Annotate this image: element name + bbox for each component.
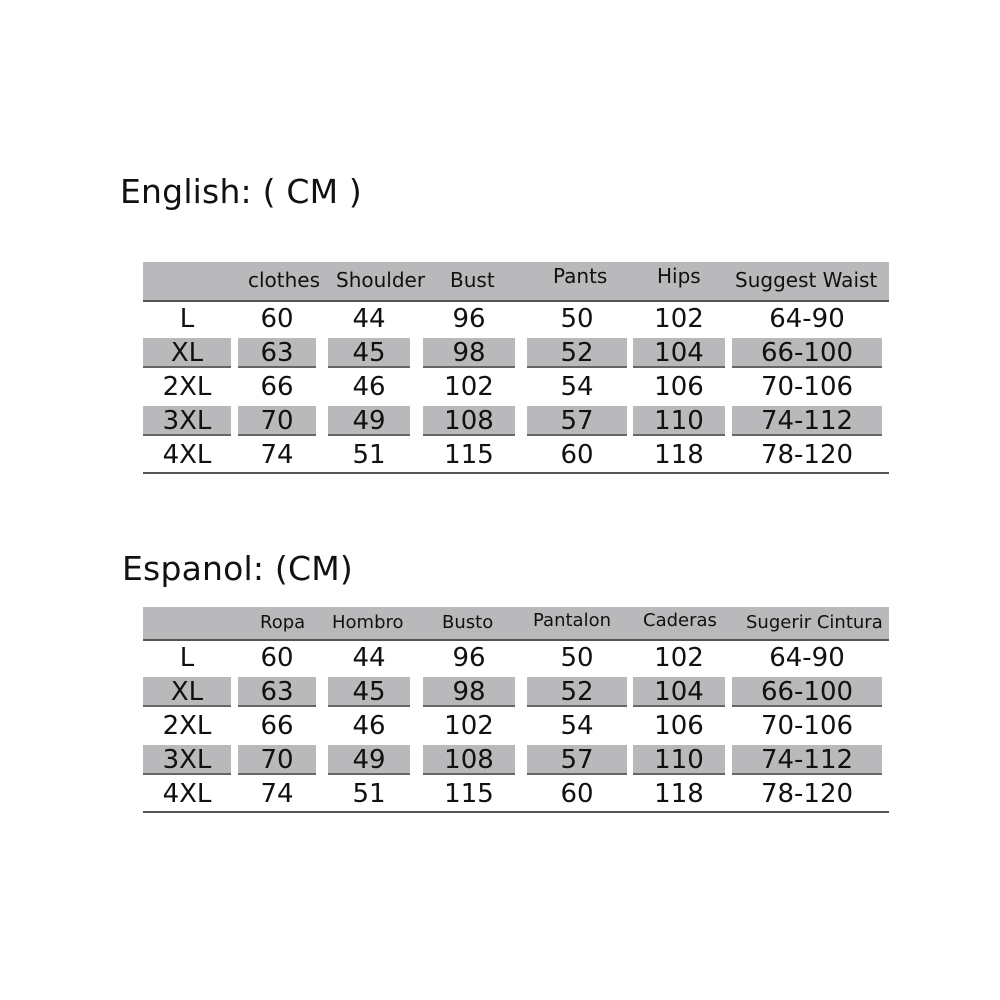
size-label-cell: 4XL (162, 779, 212, 809)
measurement-cell: 104 (633, 677, 725, 707)
table-header-row (143, 262, 889, 302)
header-cell: Sugerir Cintura (746, 612, 883, 633)
table-row (143, 641, 889, 675)
measurement-cell: 46 (352, 372, 386, 402)
measurement-cell: 51 (352, 440, 386, 470)
table-row (143, 743, 889, 777)
measurement-cell: 115 (444, 440, 494, 470)
size-label-cell: 3XL (143, 406, 231, 436)
header-cell: Busto (442, 612, 494, 633)
table-header-row (143, 607, 889, 641)
size-label-cell: L (179, 643, 195, 673)
measurement-cell: 54 (560, 711, 594, 741)
measurement-cell: 44 (352, 643, 386, 673)
size-label-cell: L (179, 304, 195, 334)
measurement-cell: 74-112 (732, 745, 882, 775)
measurement-cell: 66 (260, 711, 294, 741)
measurement-cell: 70 (238, 745, 316, 775)
header-cell: clothes (248, 268, 321, 292)
measurement-cell: 70-106 (760, 372, 854, 402)
measurement-cell: 46 (352, 711, 386, 741)
espanol-section-title: Espanol: (CM) (122, 549, 353, 588)
measurement-cell: 115 (444, 779, 494, 809)
header-cell: Hombro (332, 612, 404, 633)
measurement-cell: 102 (444, 711, 494, 741)
measurement-cell: 96 (452, 643, 486, 673)
measurement-cell: 52 (527, 677, 627, 707)
table-row (143, 370, 889, 404)
header-cell: Bust (450, 268, 495, 292)
measurement-cell: 74 (260, 440, 294, 470)
measurement-cell: 51 (352, 779, 386, 809)
header-cell: Caderas (643, 610, 717, 631)
measurement-cell: 45 (328, 338, 410, 368)
measurement-cell: 104 (633, 338, 725, 368)
measurement-cell: 66-100 (732, 677, 882, 707)
english-section-title: English: ( CM ) (120, 172, 363, 211)
size-label-cell: XL (143, 677, 231, 707)
table-body (143, 641, 889, 811)
measurement-cell: 78-120 (760, 440, 854, 470)
measurement-cell: 98 (423, 677, 515, 707)
measurement-cell: 50 (560, 304, 594, 334)
measurement-cell: 49 (328, 406, 410, 436)
measurement-cell: 106 (654, 711, 704, 741)
table-bottom-rule (143, 811, 889, 813)
measurement-cell: 57 (527, 745, 627, 775)
measurement-cell: 49 (328, 745, 410, 775)
measurement-cell: 66-100 (732, 338, 882, 368)
measurement-cell: 74-112 (732, 406, 882, 436)
header-cell: Shoulder (336, 268, 426, 292)
measurement-cell: 78-120 (760, 779, 854, 809)
measurement-cell: 108 (423, 745, 515, 775)
measurement-cell: 63 (238, 677, 316, 707)
measurement-cell: 52 (527, 338, 627, 368)
measurement-cell: 74 (260, 779, 294, 809)
measurement-cell: 64-90 (769, 643, 845, 673)
table-row (143, 709, 889, 743)
header-cell: Pantalon (533, 610, 611, 631)
measurement-cell: 57 (527, 406, 627, 436)
english-size-table (143, 262, 889, 474)
measurement-cell: 66 (260, 372, 294, 402)
measurement-cell: 70-106 (760, 711, 854, 741)
measurement-cell: 96 (452, 304, 486, 334)
measurement-cell: 110 (633, 745, 725, 775)
measurement-cell: 64-90 (769, 304, 845, 334)
table-row (143, 336, 889, 370)
measurement-cell: 60 (560, 440, 594, 470)
size-label-cell: 3XL (143, 745, 231, 775)
measurement-cell: 63 (238, 338, 316, 368)
measurement-cell: 102 (654, 643, 704, 673)
measurement-cell: 60 (560, 779, 594, 809)
size-label-cell: 2XL (162, 711, 212, 741)
measurement-cell: 118 (654, 779, 704, 809)
table-row (143, 302, 889, 336)
measurement-cell: 54 (560, 372, 594, 402)
measurement-cell: 106 (654, 372, 704, 402)
header-cell: Pants (553, 264, 608, 288)
measurement-cell: 108 (423, 406, 515, 436)
measurement-cell: 60 (260, 643, 294, 673)
header-cell: Ropa (260, 612, 306, 633)
measurement-cell: 102 (444, 372, 494, 402)
measurement-cell: 50 (560, 643, 594, 673)
measurement-cell: 70 (238, 406, 316, 436)
measurement-cell: 60 (260, 304, 294, 334)
size-label-cell: 2XL (162, 372, 212, 402)
table-row (143, 438, 889, 472)
measurement-cell: 102 (654, 304, 704, 334)
table-row (143, 777, 889, 811)
measurement-cell: 45 (328, 677, 410, 707)
size-label-cell: XL (143, 338, 231, 368)
table-body (143, 302, 889, 472)
espanol-size-table (143, 607, 889, 813)
table-row (143, 675, 889, 709)
measurement-cell: 110 (633, 406, 725, 436)
header-cell: Hips (657, 264, 701, 288)
measurement-cell: 98 (423, 338, 515, 368)
size-label-cell: 4XL (162, 440, 212, 470)
header-cell: Suggest Waist (735, 268, 878, 292)
table-bottom-rule (143, 472, 889, 474)
measurement-cell: 118 (654, 440, 704, 470)
table-row (143, 404, 889, 438)
measurement-cell: 44 (352, 304, 386, 334)
